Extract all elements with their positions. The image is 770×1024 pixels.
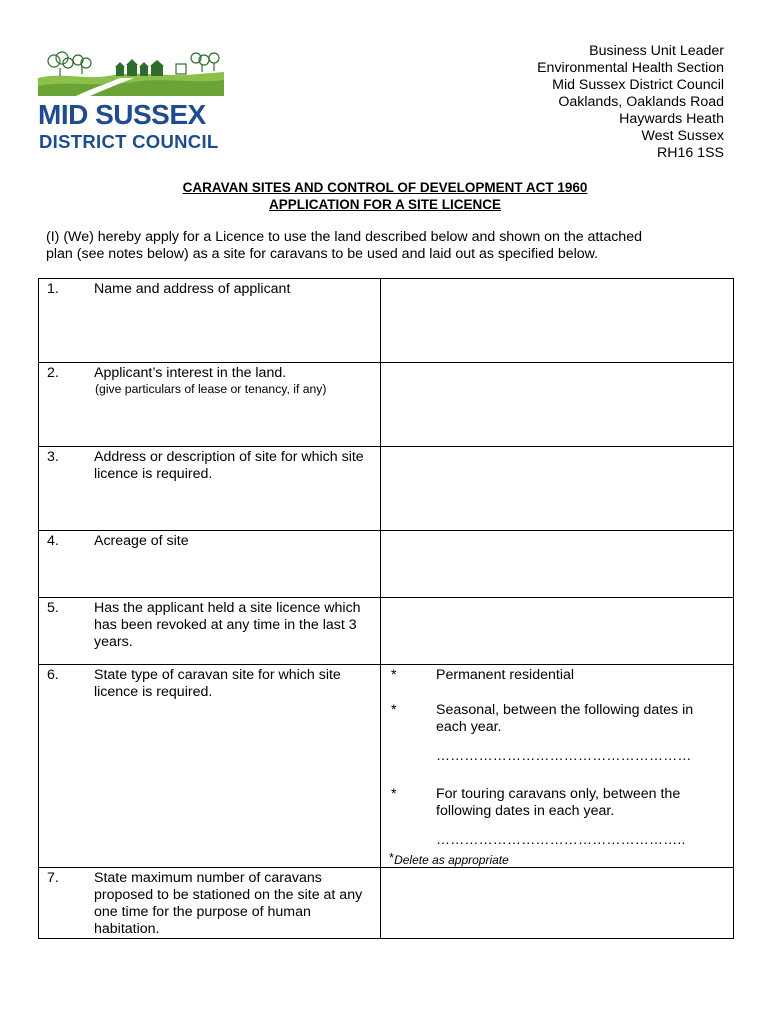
site-type-options bbox=[381, 665, 734, 868]
form-row bbox=[39, 598, 734, 665]
application-form-table bbox=[38, 278, 734, 939]
document-title: CARAVAN SITES AND CONTROL OF DEVELOPMENT ACT 1960 bbox=[182, 180, 588, 195]
question-number: 2. bbox=[47, 365, 59, 381]
document-subtitle: APPLICATION FOR A SITE LICENCE bbox=[268, 197, 501, 212]
answer-field-applicant[interactable] bbox=[381, 279, 734, 363]
return-address bbox=[537, 43, 724, 162]
intro-line: (I) (We) hereby apply for a Licence to use the land described below and shown on the attached bbox=[46, 229, 642, 245]
answer-field-site-address[interactable] bbox=[381, 447, 734, 531]
form-row bbox=[39, 447, 734, 531]
option-bullet[interactable]: * bbox=[391, 667, 397, 683]
question-cell bbox=[39, 665, 381, 868]
delete-note bbox=[389, 851, 509, 867]
council-logo-landscape-icon bbox=[38, 50, 224, 96]
address-line: Business Unit Leader bbox=[589, 43, 724, 59]
option-bullet[interactable]: * bbox=[391, 702, 397, 718]
address-line: Environmental Health Section bbox=[537, 60, 724, 76]
form-row bbox=[39, 665, 734, 868]
question-cell bbox=[39, 531, 381, 598]
address-line: Oaklands, Oaklands Road bbox=[558, 94, 724, 110]
option-touring[interactable]: For touring caravans only, between the following dates in each year. bbox=[436, 786, 681, 819]
question-cell bbox=[39, 363, 381, 447]
answer-field-acreage[interactable] bbox=[381, 531, 734, 598]
form-row bbox=[39, 363, 734, 447]
option-seasonal[interactable]: Seasonal, between the following dates in each year. bbox=[436, 702, 694, 735]
answer-field-interest[interactable] bbox=[381, 363, 734, 447]
question-text: Acreage of site bbox=[94, 533, 189, 549]
address-line: RH16 1SS bbox=[656, 145, 724, 161]
form-row bbox=[39, 531, 734, 598]
question-number: 4. bbox=[47, 533, 59, 549]
intro-paragraph bbox=[46, 229, 726, 263]
note-text: Delete as appropriate bbox=[394, 853, 509, 867]
council-logo bbox=[38, 50, 226, 158]
question-cell bbox=[39, 598, 381, 665]
question-cell bbox=[39, 447, 381, 531]
answer-field-revoked-licence[interactable] bbox=[381, 598, 734, 665]
question-text: State maximum number of caravans proposed to be stationed on the site at any one time for the purpose of human habitation. bbox=[94, 870, 363, 937]
question-text: Name and address of applicant bbox=[94, 281, 291, 297]
question-cell bbox=[39, 279, 381, 363]
question-text: Has the applicant held a site licence which has been revoked at any time in the last 3 years. bbox=[94, 600, 361, 650]
question-number: 6. bbox=[47, 667, 59, 683]
question-number: 3. bbox=[47, 449, 59, 465]
address-line: West Sussex bbox=[641, 128, 724, 144]
question-number: 1. bbox=[47, 281, 59, 297]
form-row bbox=[39, 279, 734, 363]
logo-title: MID SUSSEX bbox=[38, 99, 206, 130]
option-bullet[interactable]: * bbox=[391, 786, 397, 802]
question-text: Address or description of site for which site licence is required. bbox=[94, 449, 364, 482]
answer-field-max-caravans[interactable] bbox=[381, 868, 734, 939]
question-number: 5. bbox=[47, 600, 59, 616]
note-asterisk: * bbox=[389, 850, 395, 865]
seasonal-dates-field[interactable]: ……………………………………………… bbox=[436, 747, 692, 763]
address-line: Haywards Heath bbox=[619, 111, 724, 127]
question-text: State type of caravan site for which site licence is required. bbox=[94, 667, 341, 700]
question-hint: (give particulars of lease or tenancy, if any) bbox=[95, 382, 327, 396]
question-text: Applicant’s interest in the land. bbox=[94, 365, 287, 381]
question-number: 7. bbox=[47, 870, 59, 886]
form-row bbox=[39, 868, 734, 939]
intro-line: plan (see notes below) as a site for caravans to be used and laid out as specified below. bbox=[46, 246, 599, 262]
touring-dates-field[interactable]: …………………………………………….. bbox=[436, 831, 686, 847]
question-text-block bbox=[94, 365, 379, 397]
option-permanent-residential[interactable]: Permanent residential bbox=[436, 667, 575, 683]
logo-subtitle: DISTRICT COUNCIL bbox=[39, 131, 219, 152]
address-line: Mid Sussex District Council bbox=[552, 77, 724, 93]
question-cell bbox=[39, 868, 381, 939]
